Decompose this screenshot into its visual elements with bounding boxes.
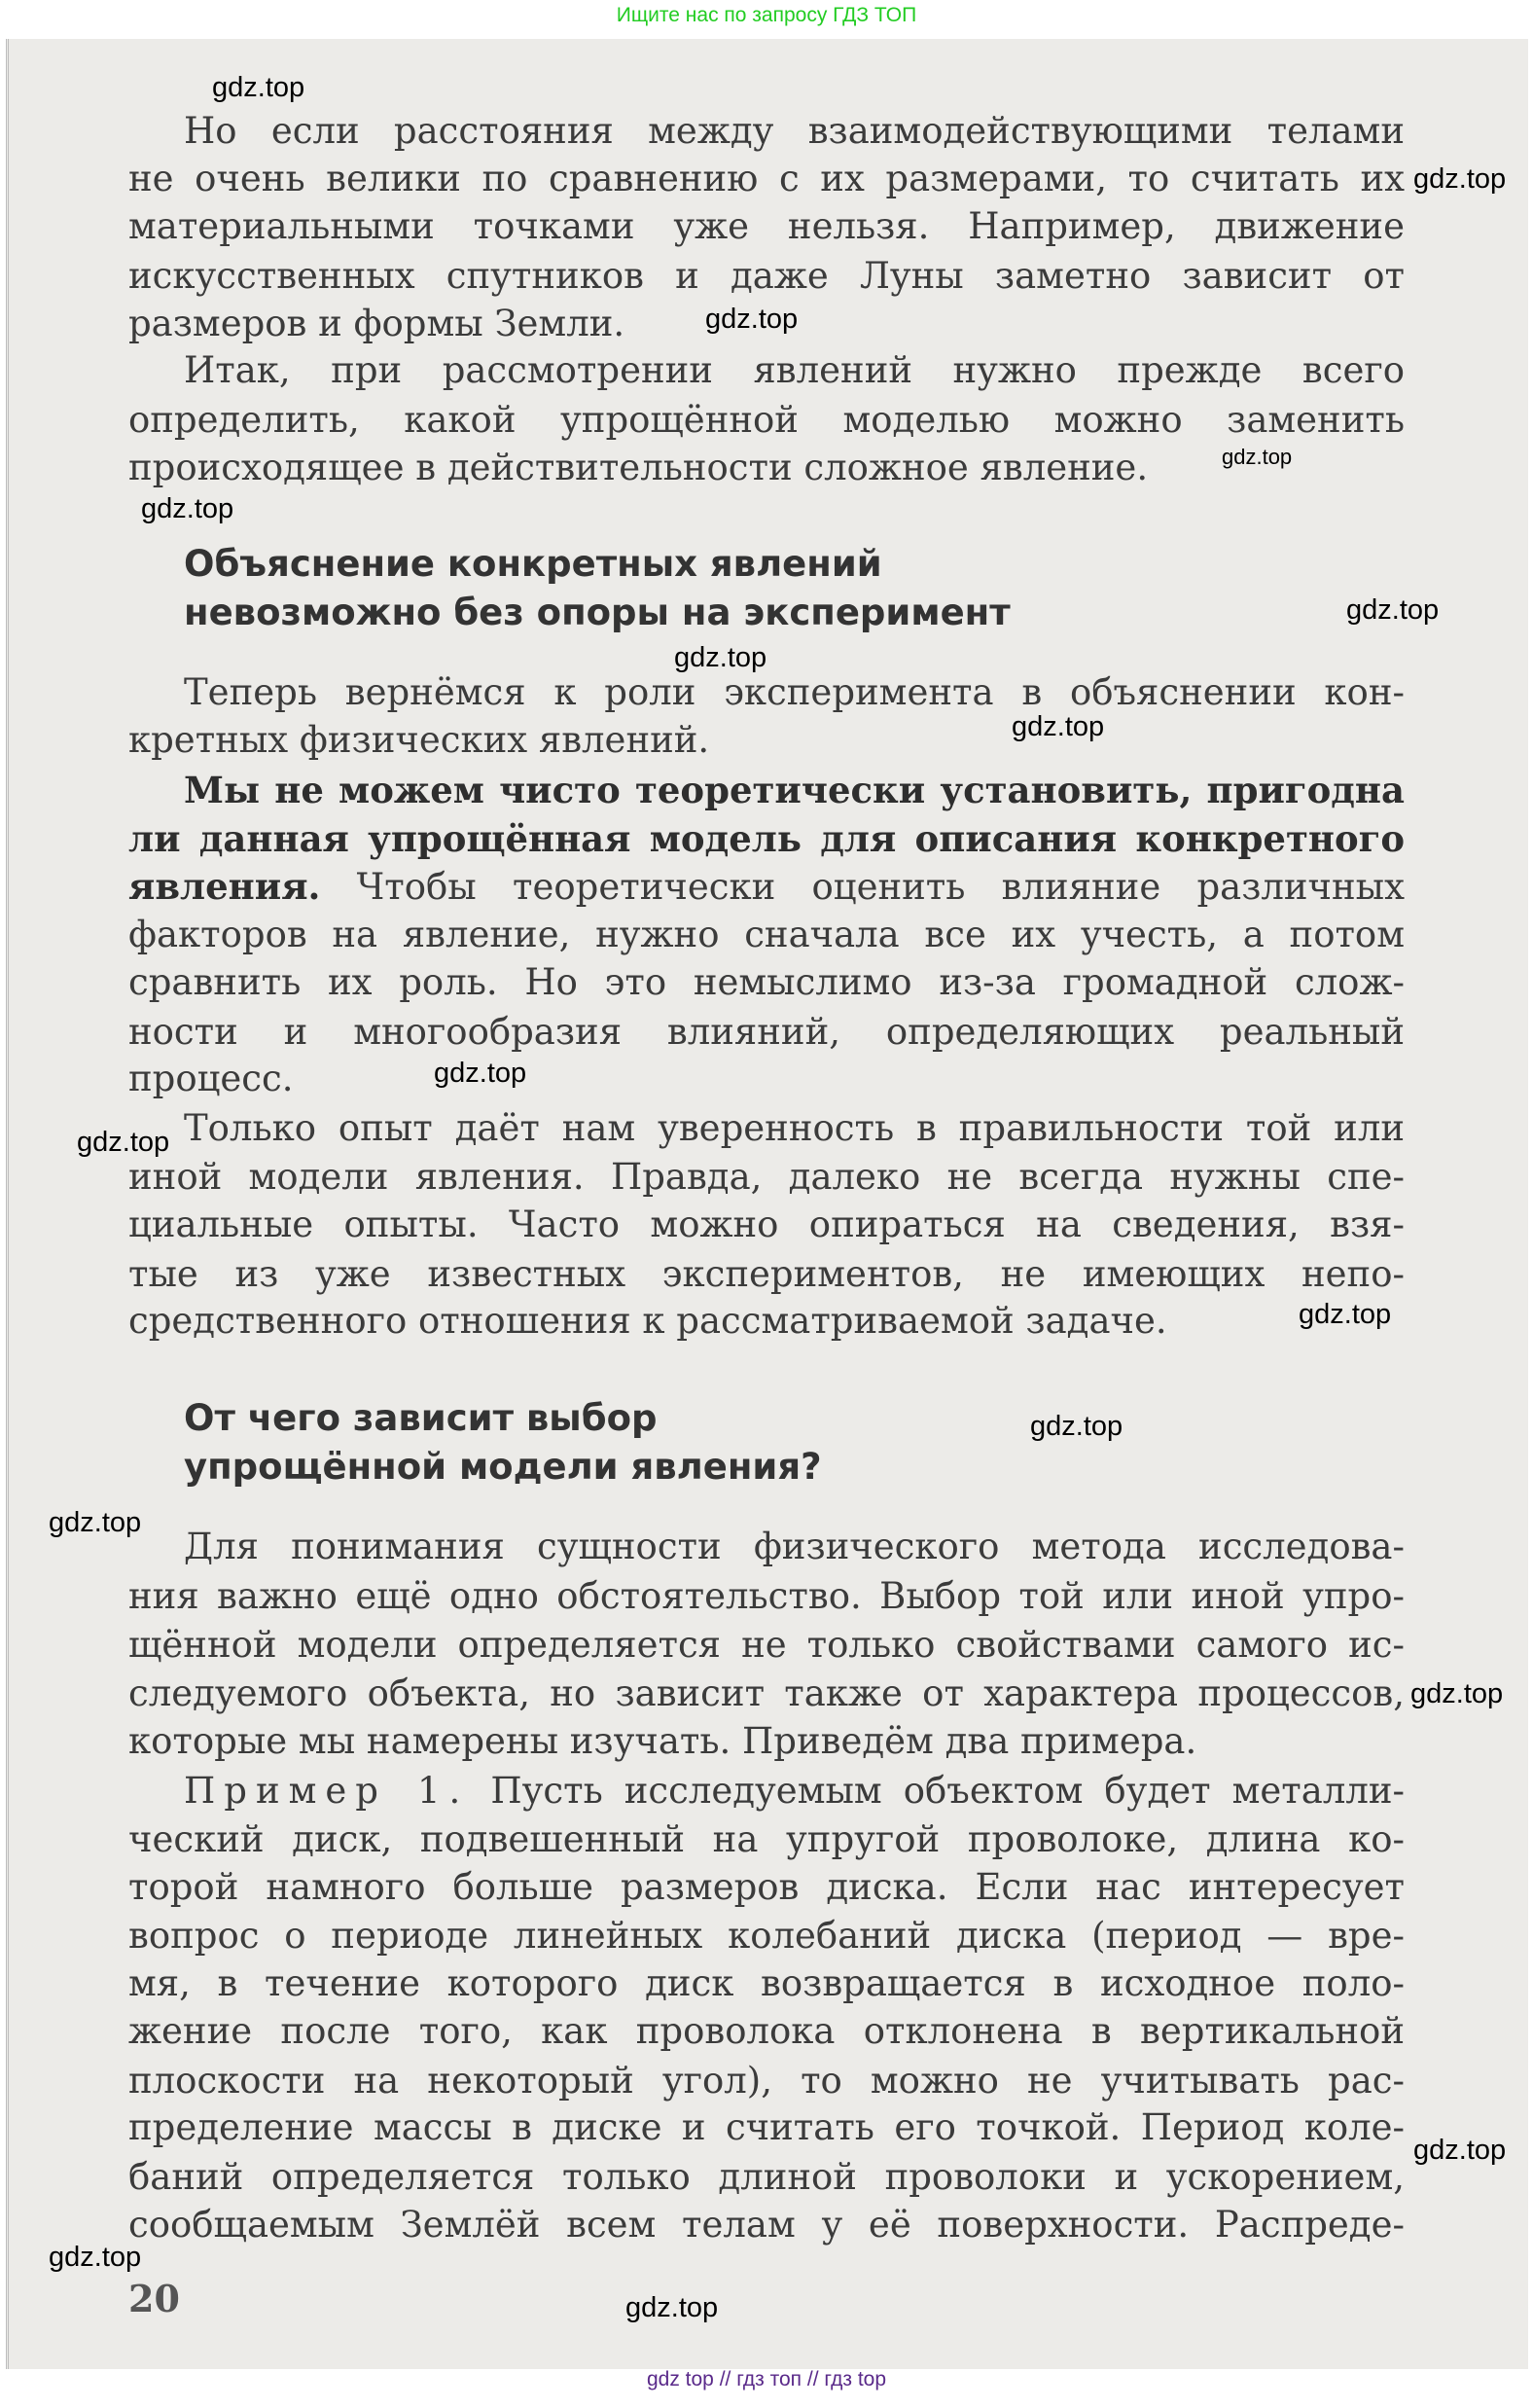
text-line: баний определяется только длиной проволоки и ускорением, [128, 2156, 1405, 2198]
watermark: gdz.top [212, 72, 305, 103]
text-line-bold: Мы не можем чисто теоретически установить, пригодна [184, 769, 1405, 811]
text-line: средственного отношения к рассматриваемой задаче. [128, 1300, 1167, 1342]
watermark: gdz.top [705, 304, 799, 335]
text-line: сравнить их роль. Но это немыслимо из-за громадной слож- [128, 961, 1405, 1003]
text-line: ческий диск, подвешенный на упругой проволоке, длина ко- [128, 1818, 1405, 1860]
watermark: gdz.top [1346, 594, 1440, 626]
text-line: определить, какой упрощённой моделью можно заменить [128, 399, 1405, 441]
text-line: сообщаемым Землёй всем телам у её поверхности. Распреде- [128, 2204, 1405, 2246]
watermark: gdz.top [49, 2242, 142, 2273]
text-line: которые мы намерены изучать. Приведём два примера. [128, 1720, 1197, 1762]
text-line: циальные опыты. Часто можно опираться на сведения, взя- [128, 1204, 1405, 1245]
text-line: щённой модели определяется не только свойствами самого ис- [128, 1624, 1405, 1666]
text-line: иной модели явления. Правда, далеко не всегда нужны спе- [128, 1156, 1405, 1198]
text-line: плоскости на некоторый угол), то можно не учитывать рас- [128, 2060, 1405, 2102]
watermark: gdz.top [77, 1127, 170, 1158]
text-line: мя, в течение которого диск возвращается в исходное поло- [128, 1962, 1405, 2004]
text-line: материальными точками уже нельзя. Например, движение [128, 205, 1405, 247]
page-number: 20 [128, 2277, 180, 2320]
text-line: не очень велики по сравнению с их размерами, то считать их [128, 158, 1405, 199]
watermark: gdz.top [1222, 445, 1293, 469]
footer-banner: gdz top // гдз топ // гдз top [646, 2368, 887, 2390]
watermark: gdz.top [1410, 1678, 1504, 1709]
watermark: gdz.top [141, 493, 234, 524]
text-line: размеров и формы Земли. [128, 303, 625, 344]
watermark: gdz.top [1030, 1411, 1123, 1442]
section-heading: Объяснение конкретных явлений [184, 543, 882, 585]
text-line [128, 862, 1405, 911]
section-heading: упрощённой модели явления? [184, 1446, 822, 1488]
watermark: gdz.top [49, 1507, 142, 1538]
text-line: следуемого объекта, но зависит также от характера процессов, [128, 1672, 1405, 1714]
text-line: процесс. [128, 1058, 294, 1099]
header-banner: Ищите нас по запросу ГДЗ ТОП [616, 4, 917, 26]
text-line: факторов на явление, нужно сначала все их учесть, а потом [128, 914, 1405, 955]
bold-fragment: явления. [128, 865, 321, 908]
text-line [184, 1767, 1405, 1815]
example-label: Пример 1. [184, 1770, 470, 1812]
watermark: gdz.top [674, 642, 767, 673]
text-line: жение после того, как проволока отклонена в вертикальной [128, 2010, 1405, 2052]
watermark: gdz.top [625, 2292, 719, 2323]
watermark: gdz.top [434, 1058, 527, 1089]
text-line-bold: ли данная упрощённая модель для описания конкретного [128, 817, 1405, 860]
watermark: gdz.top [1413, 163, 1507, 195]
section-heading: невозможно без опоры на эксперимент [184, 592, 1011, 633]
text-line: Итак, при рассмотрении явлений нужно прежде всего [184, 349, 1405, 391]
text-line: торой намного больше размеров диска. Если нас интересует [128, 1866, 1405, 1908]
text-line: ности и многообразия влияний, определяющих реальный [128, 1011, 1405, 1053]
text-line: Только опыт даёт нам уверенность в правильности той или [184, 1107, 1405, 1149]
text-line: происходящее в действительности сложное явление. [128, 447, 1149, 488]
text-line: кретных физических явлений. [128, 719, 710, 761]
text-line: вопрос о периоде линейных колебаний диска (период — вре- [128, 1915, 1405, 1957]
section-heading: От чего зависит выбор [184, 1397, 658, 1439]
text-line: тые из уже известных экспериментов, не имеющих непо- [128, 1253, 1405, 1295]
text-fragment: Чтобы теоретически оценить влияние различных [320, 866, 1405, 908]
text-line: ния важно ещё одно обстоятельство. Выбор той или иной упро- [128, 1575, 1405, 1617]
text-line: Для понимания сущности физического метода исследова- [184, 1526, 1405, 1567]
text-line: пределение массы в диске и считать его точкой. Период коле- [128, 2106, 1405, 2148]
text-line: искусственных спутников и даже Луны заметно зависит от [128, 255, 1405, 297]
text-fragment: Пусть исследуемым объектом будет металли- [469, 1770, 1405, 1812]
watermark: gdz.top [1012, 711, 1105, 742]
watermark: gdz.top [1299, 1299, 1392, 1330]
watermark: gdz.top [1413, 2135, 1507, 2166]
text-line: Теперь вернёмся к роли эксперимента в объяснении кон- [184, 671, 1405, 713]
text-line: Но если расстояния между взаимодействующими телами [184, 110, 1405, 152]
